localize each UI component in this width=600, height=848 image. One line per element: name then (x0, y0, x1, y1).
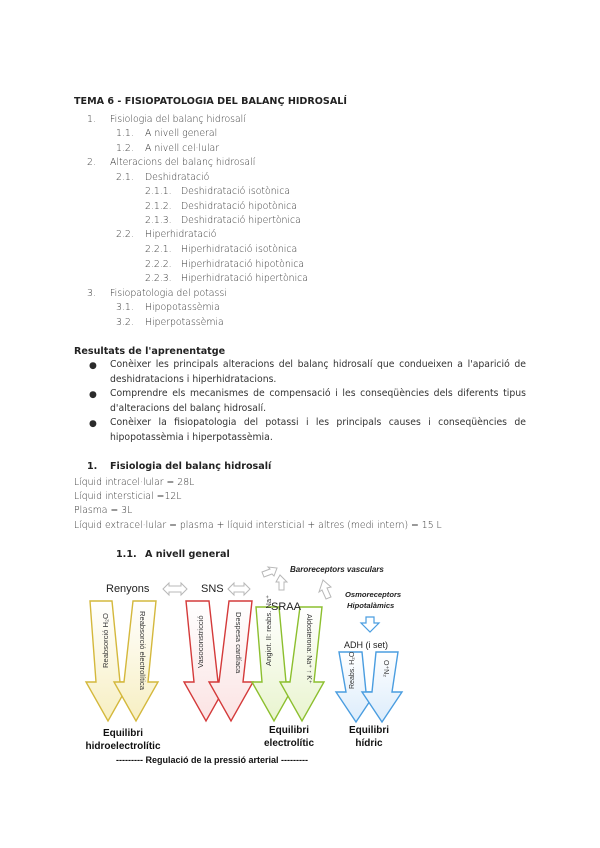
bullet-icon: ● (89, 390, 97, 400)
page-title: TEMA 6 - FISIOPATOLOGIA DEL BALANÇ HIDROSALÍ (74, 96, 347, 107)
text-line: Líquid intersticial =12L (74, 491, 182, 502)
arrow-reabs-h2o (336, 652, 376, 722)
arrow-aldosterona (280, 607, 324, 721)
toc-item: A nivell general (145, 128, 218, 139)
osmoreceptors-label: Osmoreceptors (345, 590, 402, 599)
section-heading: Fisiologia del balanç hidrosalí (110, 461, 272, 472)
toc-item: Deshidratació (145, 172, 210, 183)
text-line: Líquid intracel·lular = 28L (74, 477, 195, 488)
toc-item: A nivell cel·lular (145, 143, 220, 154)
double-arrow-icon (319, 580, 331, 599)
toc-item: Hiperhidratació isotònica (181, 244, 298, 255)
toc-item: Hiperhidratació hipertònica (181, 273, 308, 284)
double-arrow-icon (163, 583, 187, 595)
toc-item: Deshidratació isotònica (181, 186, 291, 197)
equilibri-electrolitic-line2: electrolític (263, 738, 315, 749)
equilibri-hidroelectrolitic-line2: hidroelectrolític (85, 741, 161, 752)
toc-item: Fisiopatologia del potassi (110, 288, 227, 299)
label-vasoconstriccio: Vasoconstricció (196, 615, 205, 668)
toc-num: 1.1. (116, 128, 134, 139)
toc-num: 2.2.1. (145, 244, 172, 255)
label-reabs-h2o: Reabs. H₂O (349, 651, 356, 689)
outcome-item: Conèixer les principals alteracions del balanç hidrosalí que condueixen a l'aparició de deshidratacions i hiperhidratacions. (110, 359, 526, 385)
text-line: Plasma = 3L (74, 505, 133, 516)
toc-num: 2.1. (116, 172, 134, 183)
label-osm: O⁺N₂ (382, 660, 389, 677)
toc-num: 2.1.3. (145, 215, 172, 226)
toc-item: Hiperhidratació hipotònica (181, 259, 305, 270)
bullet-icon: ● (89, 419, 97, 429)
toc-num: 3.2. (116, 317, 134, 328)
outcome-item: Comprendre els mecanismes de compensació i les conseqüències dels diferents tipus d'alteracions del balanç hidrosalí. (110, 388, 526, 414)
equilibri-hidric-line2: hídric (355, 738, 383, 749)
label-aldosterona: Aldosterona: Na⁺ ↑ K⁺ (305, 614, 312, 684)
toc-item: Alteracions del balanç hidrosalí (110, 157, 256, 168)
renyons-label: Renyons (106, 583, 150, 595)
equilibri-hidroelectrolitic-line1: Equilibri (103, 728, 143, 739)
label-angiot: Angiot. II: reabs. Na⁺ (264, 594, 273, 666)
label-reabsorcio-h2o: Reabsorció H₂O (101, 613, 110, 668)
hipotalamics-label: Hipotalàmics (347, 601, 395, 610)
outcome-item: Conèixer la fisiopatologia del potassi i les principals causes i conseqüències de hipopotassèmia i hiperpotassèmia. (110, 417, 526, 443)
bullet-icon: ● (89, 361, 97, 371)
toc-num: 2.1.2. (145, 201, 172, 212)
toc-item: Deshidratació hipotònica (181, 201, 297, 212)
toc-num: 1.2. (116, 143, 134, 154)
toc-item: Hiperhidratació (145, 229, 217, 240)
sns-label: SNS (201, 583, 224, 595)
toc-num: 1. (87, 114, 96, 125)
toc-item: Hiperpotassèmia (145, 317, 224, 328)
toc-num: 2.1.1. (145, 186, 172, 197)
equilibri-electrolitic-line1: Equilibri (269, 725, 309, 736)
toc-num: 2.2.3. (145, 273, 172, 284)
section-number: 1. (87, 461, 98, 472)
baroreceptors-label: Baroreceptors vasculars (290, 565, 384, 574)
toc-item: Hipopotassèmia (145, 302, 220, 313)
outcomes-heading: Resultats de l'aprenentatge (74, 346, 226, 357)
label-reabsorcio-electrolitica: Reabsorció electrolítica (138, 611, 147, 690)
sraa-label: SRAA (271, 601, 301, 613)
subsection-heading: A nivell general (145, 549, 230, 560)
arrow-reabsorcio-electrolitica (114, 601, 158, 721)
toc-num: 3. (87, 288, 96, 299)
text-line: Líquid extracel·lular = plasma + líquid intersticial + altres (medi intern) = 15 L (74, 520, 442, 531)
equilibri-hidric-line1: Equilibri (349, 725, 389, 736)
double-arrow-icon (262, 567, 277, 577)
arrow-angiot (252, 607, 296, 721)
double-arrow-icon (228, 583, 250, 595)
label-despesa-cardiaca: Despesa cardíaca (234, 612, 243, 674)
toc-num: 3.1. (116, 302, 134, 313)
toc-num: 2.2.2. (145, 259, 172, 270)
subsection-number: 1.1. (116, 549, 137, 560)
toc-num: 2.2. (116, 229, 134, 240)
toc-item: Fisiologia del balanç hidrosalí (110, 114, 246, 125)
down-arrow-icon (361, 617, 379, 632)
double-arrow-icon (276, 575, 287, 590)
arrow-osm (362, 652, 402, 722)
regulacio-pressio-label: --------- Regulació de la pressió arterial --------- (115, 755, 309, 765)
adh-label: ADH (i set) (344, 640, 389, 650)
toc-num: 2. (87, 157, 96, 168)
toc-item: Deshidratació hipertònica (181, 215, 301, 226)
